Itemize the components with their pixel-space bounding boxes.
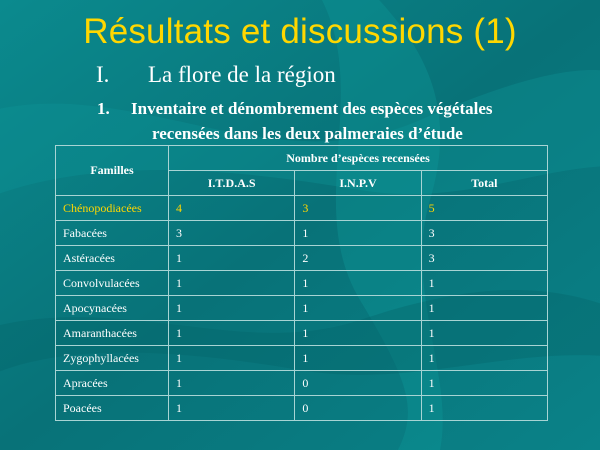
count-inpv: 0 [295,396,421,421]
count-total: 1 [421,371,547,396]
subsection-line-1: Inventaire et dénombrement des espèces végétales [131,99,493,118]
count-itdas: 4 [169,196,295,221]
section-number: I. [96,62,110,87]
family-name: Astéracées [56,246,169,271]
count-total: 1 [421,296,547,321]
count-total: 1 [421,346,547,371]
count-total: 1 [421,321,547,346]
count-inpv: 1 [295,221,421,246]
count-total: 3 [421,246,547,271]
count-itdas: 1 [169,346,295,371]
count-total: 3 [421,221,547,246]
count-itdas: 1 [169,246,295,271]
subsection-heading [97,96,577,146]
subsection-line-2: recensées dans les deux palmeraies d’étude [152,124,463,143]
count-itdas: 1 [169,296,295,321]
slide-title: Résultats et discussions (1) [83,12,517,51]
count-inpv: 3 [295,196,421,221]
header-families: Familles [56,146,169,196]
family-name: Fabacées [56,221,169,246]
family-name: Apocynacées [56,296,169,321]
family-name: Amaranthacées [56,321,169,346]
table-row [56,271,548,296]
header-itdas: I.T.D.A.S [169,171,295,196]
count-inpv: 1 [295,271,421,296]
section-heading [96,62,336,88]
header-inpv: I.N.P.V [295,171,421,196]
table-row [56,296,548,321]
table-row [56,246,548,271]
count-total: 5 [421,196,547,221]
count-inpv: 2 [295,246,421,271]
count-inpv: 1 [295,296,421,321]
count-itdas: 1 [169,371,295,396]
table-row [56,396,548,421]
table-row [56,221,548,246]
count-total: 1 [421,396,547,421]
subsection-number: 1. [97,99,110,118]
table-row [56,346,548,371]
family-name: Poacées [56,396,169,421]
header-species-count: Nombre d’espèces recensées [169,146,548,171]
family-name: Convolvulacées [56,271,169,296]
section-label: La flore de la région [148,62,336,87]
count-itdas: 1 [169,396,295,421]
species-table [55,145,548,421]
family-name: Apracées [56,371,169,396]
count-inpv: 0 [295,371,421,396]
count-inpv: 1 [295,321,421,346]
count-itdas: 1 [169,321,295,346]
table-row [56,196,548,221]
family-name: Chénopodiacées [56,196,169,221]
count-total: 1 [421,271,547,296]
table-row [56,371,548,396]
count-inpv: 1 [295,346,421,371]
count-itdas: 1 [169,271,295,296]
family-name: Zygophyllacées [56,346,169,371]
table-row [56,321,548,346]
count-itdas: 3 [169,221,295,246]
header-total: Total [421,171,547,196]
